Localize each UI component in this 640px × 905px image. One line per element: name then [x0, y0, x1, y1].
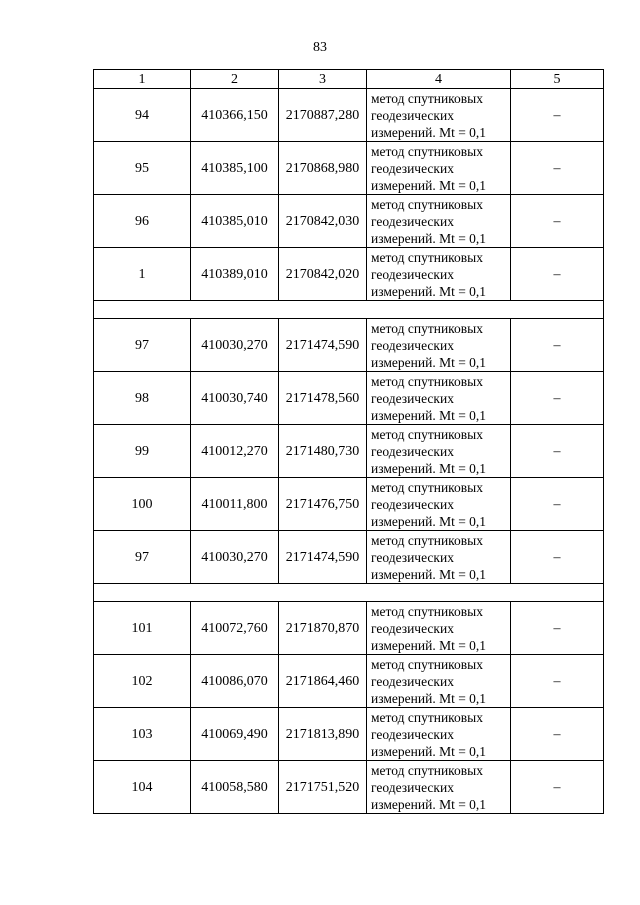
method-text-line: метод спутниковых — [371, 656, 483, 672]
method-text-line: измерений. Mt = 0,1 — [371, 637, 487, 653]
y-coordinate-cell: 2171474,590 — [279, 319, 367, 372]
method-cell — [367, 319, 511, 372]
table-row — [94, 531, 604, 584]
header-cell-1: 1 — [94, 70, 191, 89]
note-cell: – — [511, 319, 604, 372]
group-separator-row — [94, 301, 604, 319]
method-text-line: метод спутниковых — [371, 90, 483, 106]
method-cell — [367, 531, 511, 584]
header-cell-5: 5 — [511, 70, 604, 89]
method-text-line: геодезических — [371, 213, 454, 229]
x-coordinate-cell: 410030,270 — [191, 319, 279, 372]
coordinates-table — [93, 69, 604, 814]
method-text-line: геодезических — [371, 779, 454, 795]
method-text-line: метод спутниковых — [371, 532, 483, 548]
point-number-cell: 103 — [94, 708, 191, 761]
y-coordinate-cell: 2171864,460 — [279, 655, 367, 708]
method-cell — [367, 602, 511, 655]
group-separator-cell — [94, 584, 604, 602]
method-text-line: измерений. Mt = 0,1 — [371, 124, 487, 140]
table-row — [94, 478, 604, 531]
method-cell — [367, 655, 511, 708]
method-text-line: геодезических — [371, 549, 454, 565]
method-cell — [367, 425, 511, 478]
method-text-line: метод спутниковых — [371, 320, 483, 336]
table-row — [94, 602, 604, 655]
group-separator-cell — [94, 301, 604, 319]
y-coordinate-cell: 2171480,730 — [279, 425, 367, 478]
method-text-line: геодезических — [371, 496, 454, 512]
y-coordinate-cell: 2171478,560 — [279, 372, 367, 425]
x-coordinate-cell: 410385,100 — [191, 142, 279, 195]
point-number-cell: 97 — [94, 531, 191, 584]
point-number-cell: 95 — [94, 142, 191, 195]
method-text-line: измерений. Mt = 0,1 — [371, 796, 487, 812]
note-cell: – — [511, 425, 604, 478]
note-cell: – — [511, 531, 604, 584]
x-coordinate-cell: 410058,580 — [191, 761, 279, 814]
method-text-line: метод спутниковых — [371, 603, 483, 619]
point-number-cell: 100 — [94, 478, 191, 531]
method-text-line: измерений. Mt = 0,1 — [371, 354, 487, 370]
table-row — [94, 425, 604, 478]
note-cell: – — [511, 478, 604, 531]
method-text-line: геодезических — [371, 390, 454, 406]
method-cell — [367, 248, 511, 301]
header-cell-3: 3 — [279, 70, 367, 89]
x-coordinate-cell: 410030,270 — [191, 531, 279, 584]
method-text-line: метод спутниковых — [371, 762, 483, 778]
table-row — [94, 195, 604, 248]
y-coordinate-cell: 2170842,020 — [279, 248, 367, 301]
table-row — [94, 655, 604, 708]
table-row — [94, 708, 604, 761]
point-number-cell: 102 — [94, 655, 191, 708]
method-text-line: измерений. Mt = 0,1 — [371, 407, 487, 423]
table-row — [94, 142, 604, 195]
note-cell: – — [511, 708, 604, 761]
y-coordinate-cell: 2171813,890 — [279, 708, 367, 761]
table-row — [94, 319, 604, 372]
method-text-line: геодезических — [371, 266, 454, 282]
method-text-line: измерений. Mt = 0,1 — [371, 566, 487, 582]
method-text-line: метод спутниковых — [371, 373, 483, 389]
method-text-line: метод спутниковых — [371, 249, 483, 265]
note-cell: – — [511, 655, 604, 708]
point-number-cell: 101 — [94, 602, 191, 655]
table-row — [94, 248, 604, 301]
x-coordinate-cell: 410385,010 — [191, 195, 279, 248]
table-body — [94, 70, 604, 814]
point-number-cell: 99 — [94, 425, 191, 478]
point-number-cell: 1 — [94, 248, 191, 301]
method-cell — [367, 89, 511, 142]
method-text-line: геодезических — [371, 107, 454, 123]
note-cell: – — [511, 372, 604, 425]
page-number: 83 — [313, 40, 327, 55]
method-text-line: измерений. Mt = 0,1 — [371, 283, 487, 299]
note-cell: – — [511, 89, 604, 142]
header-cell-2: 2 — [191, 70, 279, 89]
method-cell — [367, 142, 511, 195]
method-text-line: измерений. Mt = 0,1 — [371, 460, 487, 476]
method-text-line: метод спутниковых — [371, 709, 483, 725]
point-number-cell: 94 — [94, 89, 191, 142]
y-coordinate-cell: 2170868,980 — [279, 142, 367, 195]
table-row — [94, 761, 604, 814]
point-number-cell: 97 — [94, 319, 191, 372]
table-header-row — [94, 70, 604, 89]
note-cell: – — [511, 142, 604, 195]
method-text-line: измерений. Mt = 0,1 — [371, 230, 487, 246]
y-coordinate-cell: 2171476,750 — [279, 478, 367, 531]
method-text-line: измерений. Mt = 0,1 — [371, 513, 487, 529]
method-text-line: измерений. Mt = 0,1 — [371, 743, 487, 759]
x-coordinate-cell: 410389,010 — [191, 248, 279, 301]
group-separator-row — [94, 584, 604, 602]
x-coordinate-cell: 410012,270 — [191, 425, 279, 478]
x-coordinate-cell: 410366,150 — [191, 89, 279, 142]
point-number-cell: 98 — [94, 372, 191, 425]
x-coordinate-cell: 410069,490 — [191, 708, 279, 761]
method-cell — [367, 761, 511, 814]
method-cell — [367, 478, 511, 531]
method-text-line: метод спутниковых — [371, 479, 483, 495]
method-cell — [367, 195, 511, 248]
method-cell — [367, 372, 511, 425]
note-cell: – — [511, 602, 604, 655]
y-coordinate-cell: 2170842,030 — [279, 195, 367, 248]
note-cell: – — [511, 195, 604, 248]
method-cell — [367, 708, 511, 761]
method-text-line: метод спутниковых — [371, 426, 483, 442]
method-text-line: метод спутниковых — [371, 196, 483, 212]
method-text-line: геодезических — [371, 620, 454, 636]
note-cell: – — [511, 248, 604, 301]
y-coordinate-cell: 2171751,520 — [279, 761, 367, 814]
y-coordinate-cell: 2171870,870 — [279, 602, 367, 655]
method-text-line: геодезических — [371, 443, 454, 459]
table-row — [94, 89, 604, 142]
point-number-cell: 96 — [94, 195, 191, 248]
x-coordinate-cell: 410086,070 — [191, 655, 279, 708]
x-coordinate-cell: 410011,800 — [191, 478, 279, 531]
method-text-line: метод спутниковых — [371, 143, 483, 159]
method-text-line: геодезических — [371, 337, 454, 353]
point-number-cell: 104 — [94, 761, 191, 814]
header-cell-4: 4 — [367, 70, 511, 89]
table-row — [94, 372, 604, 425]
note-cell: – — [511, 761, 604, 814]
method-text-line: измерений. Mt = 0,1 — [371, 177, 487, 193]
method-text-line: геодезических — [371, 673, 454, 689]
y-coordinate-cell: 2171474,590 — [279, 531, 367, 584]
x-coordinate-cell: 410030,740 — [191, 372, 279, 425]
x-coordinate-cell: 410072,760 — [191, 602, 279, 655]
method-text-line: геодезических — [371, 160, 454, 176]
y-coordinate-cell: 2170887,280 — [279, 89, 367, 142]
method-text-line: геодезических — [371, 726, 454, 742]
method-text-line: измерений. Mt = 0,1 — [371, 690, 487, 706]
